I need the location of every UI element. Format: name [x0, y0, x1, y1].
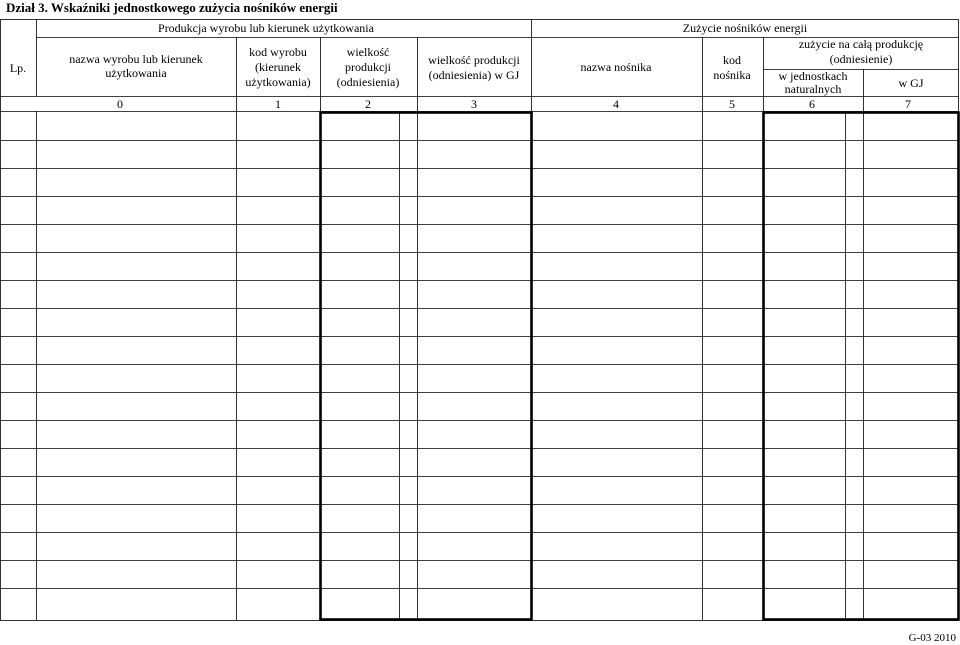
col-code-l1: kod wyrobu — [249, 45, 307, 59]
highlight-column-2 — [321, 113, 532, 620]
col-carrier-code-l2: nośnika — [713, 68, 751, 82]
col-number-4: 4 — [613, 97, 619, 111]
section-title: Dział 3. Wskaźniki jednostkowego zużycia nośników energii — [6, 0, 338, 15]
col-number-1: 1 — [275, 97, 281, 111]
col-size-l3: (odniesienia) — [336, 75, 400, 89]
highlighted-columns — [321, 113, 959, 620]
col-number-0: 0 — [117, 97, 123, 111]
col-gj-l2: (odniesienia) w GJ — [428, 68, 520, 82]
col-in-gj: w GJ — [898, 76, 924, 90]
group-consumption: Zużycie nośników energii — [682, 21, 808, 35]
highlight-column-6 — [764, 113, 959, 620]
col-natural-l1: w jednostkach — [778, 69, 848, 83]
col-number-3: 3 — [471, 97, 477, 111]
group-production: Produkcja wyrobu lub kierunek użytkowania — [158, 21, 374, 35]
group-total-l2: (odniesienie) — [829, 52, 893, 66]
col-carrier-name: nazwa nośnika — [580, 60, 652, 74]
table-header — [10, 21, 924, 96]
table-grid — [0, 19, 959, 621]
col-gj-l1: wielkość produkcji — [428, 53, 520, 67]
col-name-l1: nazwa wyrobu lub kierunek — [69, 52, 203, 66]
col-size-l1: wielkość — [346, 45, 390, 59]
col-number-2: 2 — [365, 97, 371, 111]
col-name-l2: użytkowania — [105, 66, 167, 80]
col-number-6: 6 — [809, 97, 815, 111]
col-number-5: 5 — [729, 97, 735, 111]
group-total-l1: zużycie na całą produkcję — [798, 37, 924, 51]
col-carrier-code-l1: kod — [723, 53, 741, 67]
col-size-l2: produkcji — [345, 60, 391, 74]
form-code: G-03 2010 — [908, 632, 956, 644]
col-number-7: 7 — [905, 97, 911, 111]
col-code-l3: użytkowania) — [245, 75, 311, 89]
col-natural-l2: naturalnych — [784, 82, 842, 96]
col-code-l2: (kierunek — [255, 60, 301, 74]
col-lp: Lp. — [9, 61, 27, 75]
